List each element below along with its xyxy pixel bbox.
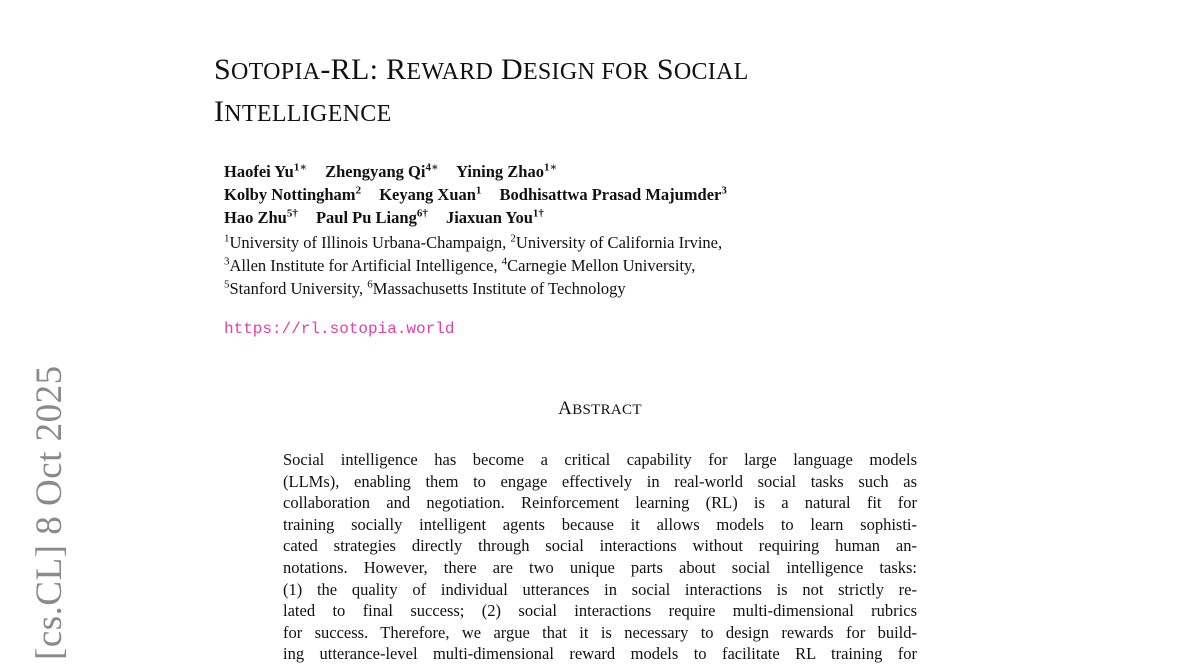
author-affil-mark: 1† xyxy=(532,207,544,220)
author-name: Kolby Nottingham xyxy=(224,185,356,204)
affiliation: Allen Institute for Artificial Intelligence, xyxy=(229,256,502,275)
author-affil-mark: 4∗ xyxy=(425,161,439,174)
author-affil-mark: 2 xyxy=(355,184,362,197)
title-part: EWARD xyxy=(406,59,494,85)
author-affil-mark: 3 xyxy=(721,184,727,197)
author xyxy=(500,185,727,204)
author xyxy=(379,185,481,204)
author-row-1 xyxy=(224,160,904,183)
title-part: S xyxy=(214,53,231,86)
affil-mark: 3 xyxy=(224,255,230,268)
affil-mark: 4 xyxy=(501,255,508,268)
author-list xyxy=(224,160,904,229)
affil-mark: 2 xyxy=(510,232,516,245)
affiliation: University of Illinois Urbana-Champaign, xyxy=(229,233,511,252)
abstract-line: cated strategies directly through social interactions without requiring human an- xyxy=(283,536,917,556)
author-affil-mark: 5† xyxy=(286,207,298,220)
title-part: D xyxy=(493,53,523,86)
author-row-2 xyxy=(224,183,904,206)
paper-title xyxy=(214,50,914,134)
title-part: OCIAL xyxy=(673,59,749,85)
affiliation-line xyxy=(224,254,904,277)
title-part: S xyxy=(649,53,674,86)
author-affil-mark: 1∗ xyxy=(293,161,307,174)
author xyxy=(224,162,307,181)
author xyxy=(224,185,361,204)
affil-mark: 1 xyxy=(224,232,230,245)
author-affil-mark: 1 xyxy=(475,184,482,197)
title-part: ESIGN FOR xyxy=(522,59,650,85)
author-name: Hao Zhu xyxy=(224,208,287,227)
abstract-line: (LLMs), enabling them to engage effectively in real-world social tasks such as xyxy=(283,471,917,491)
author xyxy=(224,208,298,227)
author-affil-mark: 1∗ xyxy=(543,161,558,174)
author-name: Jiaxuan You xyxy=(445,208,533,227)
abstract-heading-part: BSTRACT xyxy=(572,402,642,418)
abstract-line: notations. However, there are two unique parts about social intelligence tasks: xyxy=(283,557,917,577)
abstract-line: collaboration and negotiation. Reinforcement learning (RL) is a natural fit for xyxy=(283,493,917,513)
author xyxy=(456,162,557,181)
title-part: -RL: R xyxy=(320,53,407,86)
affiliation: University of California Irvine, xyxy=(515,233,723,252)
author xyxy=(325,162,439,181)
affiliation-list xyxy=(224,231,904,300)
affiliation: Carnegie Mellon University, xyxy=(507,256,696,275)
author-name: Zhengyang Qi xyxy=(325,162,426,181)
author xyxy=(316,208,428,227)
title-part: NTELLIGENCE xyxy=(224,101,392,127)
author-name: Keyang Xuan xyxy=(379,185,476,204)
project-url-link[interactable]: https://rl.sotopia.world xyxy=(224,320,455,338)
abstract-line: Social intelligence has become a critical capability for large language models xyxy=(283,450,917,469)
abstract-line: training socially intelligent agents because it allows models to learn sophisti- xyxy=(283,514,917,534)
abstract-line: (1) the quality of individual utterances in social interactions is not strictly re- xyxy=(283,579,917,599)
author-affil-mark: 6† xyxy=(416,207,428,220)
affiliation: Massachusetts Institute of Technology xyxy=(372,279,626,298)
title-part: I xyxy=(214,95,225,128)
author-name: Haofei Yu xyxy=(224,162,294,181)
abstract-heading-part: A xyxy=(558,398,573,419)
author-row-3 xyxy=(224,206,904,229)
affil-mark: 6 xyxy=(367,278,373,291)
abstract-line: for success. Therefore, we argue that it is necessary to design rewards for build- xyxy=(283,622,917,642)
author-name: Bodhisattwa Prasad Majumder xyxy=(499,185,722,204)
abstract-line: lated to final success; (2) social interactions require multi-dimensional rubrics xyxy=(283,601,917,621)
title-part: OTOPIA xyxy=(231,59,321,85)
arxiv-side-stamp: [cs.CL] 8 Oct 2025 xyxy=(29,365,70,660)
abstract-heading xyxy=(0,398,1200,420)
affiliation: Stanford University, xyxy=(229,279,368,298)
author xyxy=(446,208,544,227)
affiliation-line xyxy=(224,231,904,254)
affiliation-line xyxy=(224,277,904,300)
abstract-line: ing utterance-level multi-dimensional reward models to facilitate RL training for xyxy=(283,644,917,664)
abstract-body xyxy=(283,449,917,665)
affil-mark: 5 xyxy=(224,278,230,291)
author-name: Paul Pu Liang xyxy=(315,208,417,227)
author-name: Yining Zhao xyxy=(456,162,544,181)
